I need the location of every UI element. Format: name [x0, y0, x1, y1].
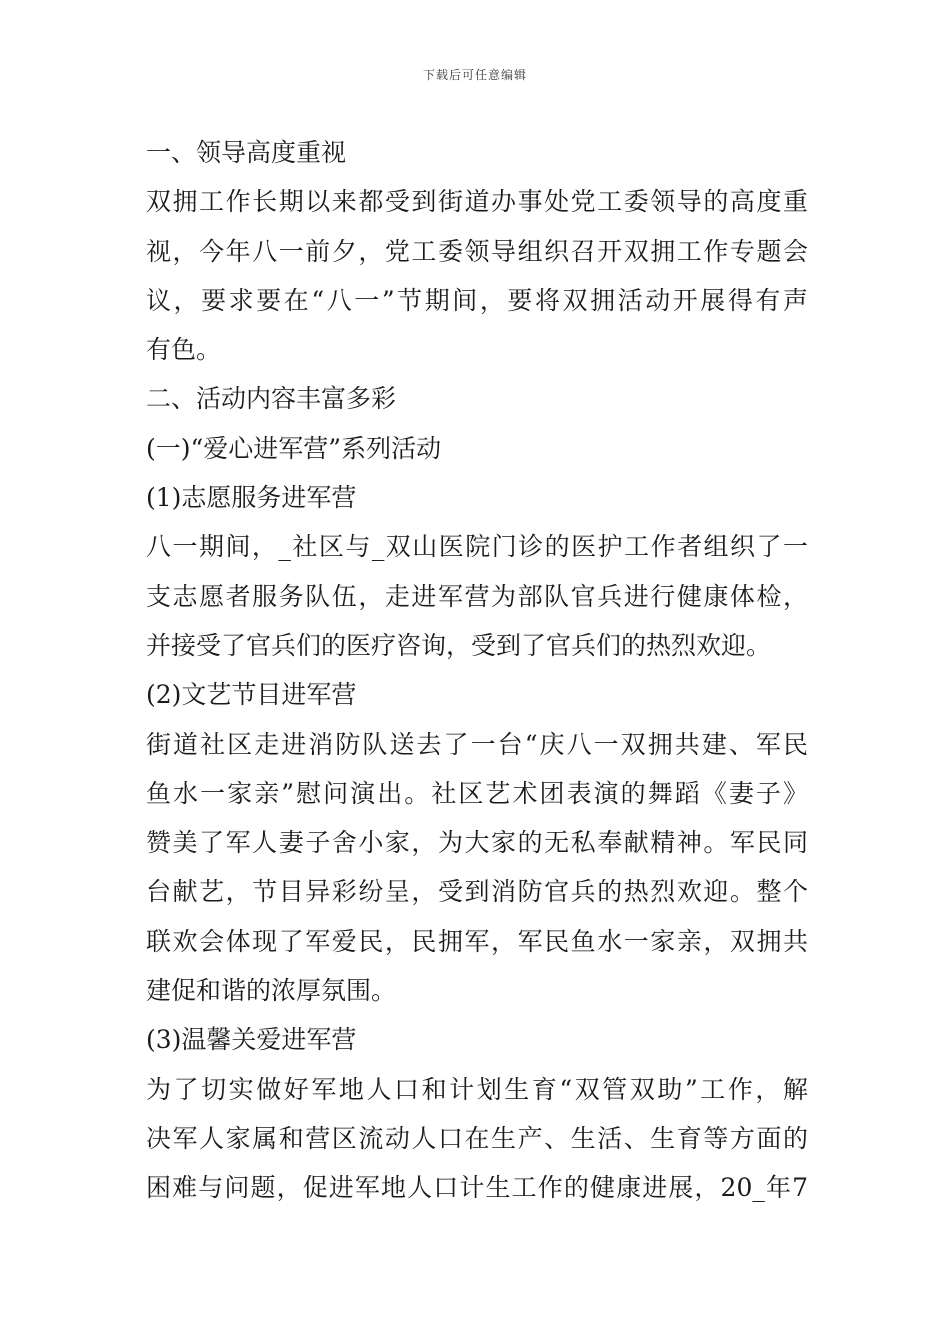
paragraph-line: 困难与问题，促进军地人口计生工作的健康进展，20_年7 [146, 1173, 808, 1203]
paragraph-line: 支志愿者服务队伍，走进军营为部队官兵进行健康体检， [146, 581, 808, 611]
subsection-heading: (一)“爱心进军营”系列活动 [146, 433, 442, 463]
paragraph-line: 街道社区走进消防队送去了一台“庆八一双拥共建、军民 [146, 729, 808, 759]
document-body [146, 128, 808, 1213]
paragraph-line: 决军人家属和营区流动人口在生产、生活、生育等方面的 [146, 1123, 808, 1153]
paragraph-line: 鱼水一家亲”慰问演出。社区艺术团表演的舞蹈《妻子》 [146, 778, 808, 808]
paragraph-line: 视，今年八一前夕，党工委领导组织召开双拥工作专题会 [146, 236, 808, 266]
page-header: 下载后可任意编辑 [422, 68, 527, 82]
paragraph-line: 台献艺，节目异彩纷呈，受到消防官兵的热烈欢迎。整个 [146, 877, 808, 907]
paragraph-line: 有色。 [146, 335, 222, 365]
paragraph-line: 为了切实做好军地人口和计划生育“双管双助”工作，解 [146, 1074, 808, 1104]
paragraph-line: 并接受了官兵们的医疗咨询，受到了官兵们的热烈欢迎。 [146, 630, 772, 660]
item-heading-3: (3)温馨关爱进军营 [146, 1025, 357, 1055]
section-heading-1: 一、领导高度重视 [146, 138, 347, 167]
paragraph-line: 议，要求要在“八一”节期间，要将双拥活动开展得有声 [146, 285, 808, 315]
paragraph-line: 赞美了军人妻子舍小家，为大家的无私奉献精神。军民同 [146, 828, 808, 858]
item-heading-2: (2)文艺节目进军营 [146, 680, 357, 710]
paragraph-line: 双拥工作长期以来都受到街道办事处党工委领导的高度重 [146, 187, 808, 217]
item-heading-1: (1)志愿服务进军营 [146, 483, 357, 513]
paragraph-line: 八一期间，_社区与_双山医院门诊的医护工作者组织了一 [146, 532, 808, 562]
paragraph-line: 联欢会体现了军爱民，民拥军，军民鱼水一家亲，双拥共 [146, 926, 808, 956]
paragraph-line: 建促和谐的浓厚氛围。 [146, 976, 397, 1006]
section-heading-2: 二、活动内容丰富多彩 [146, 384, 397, 414]
